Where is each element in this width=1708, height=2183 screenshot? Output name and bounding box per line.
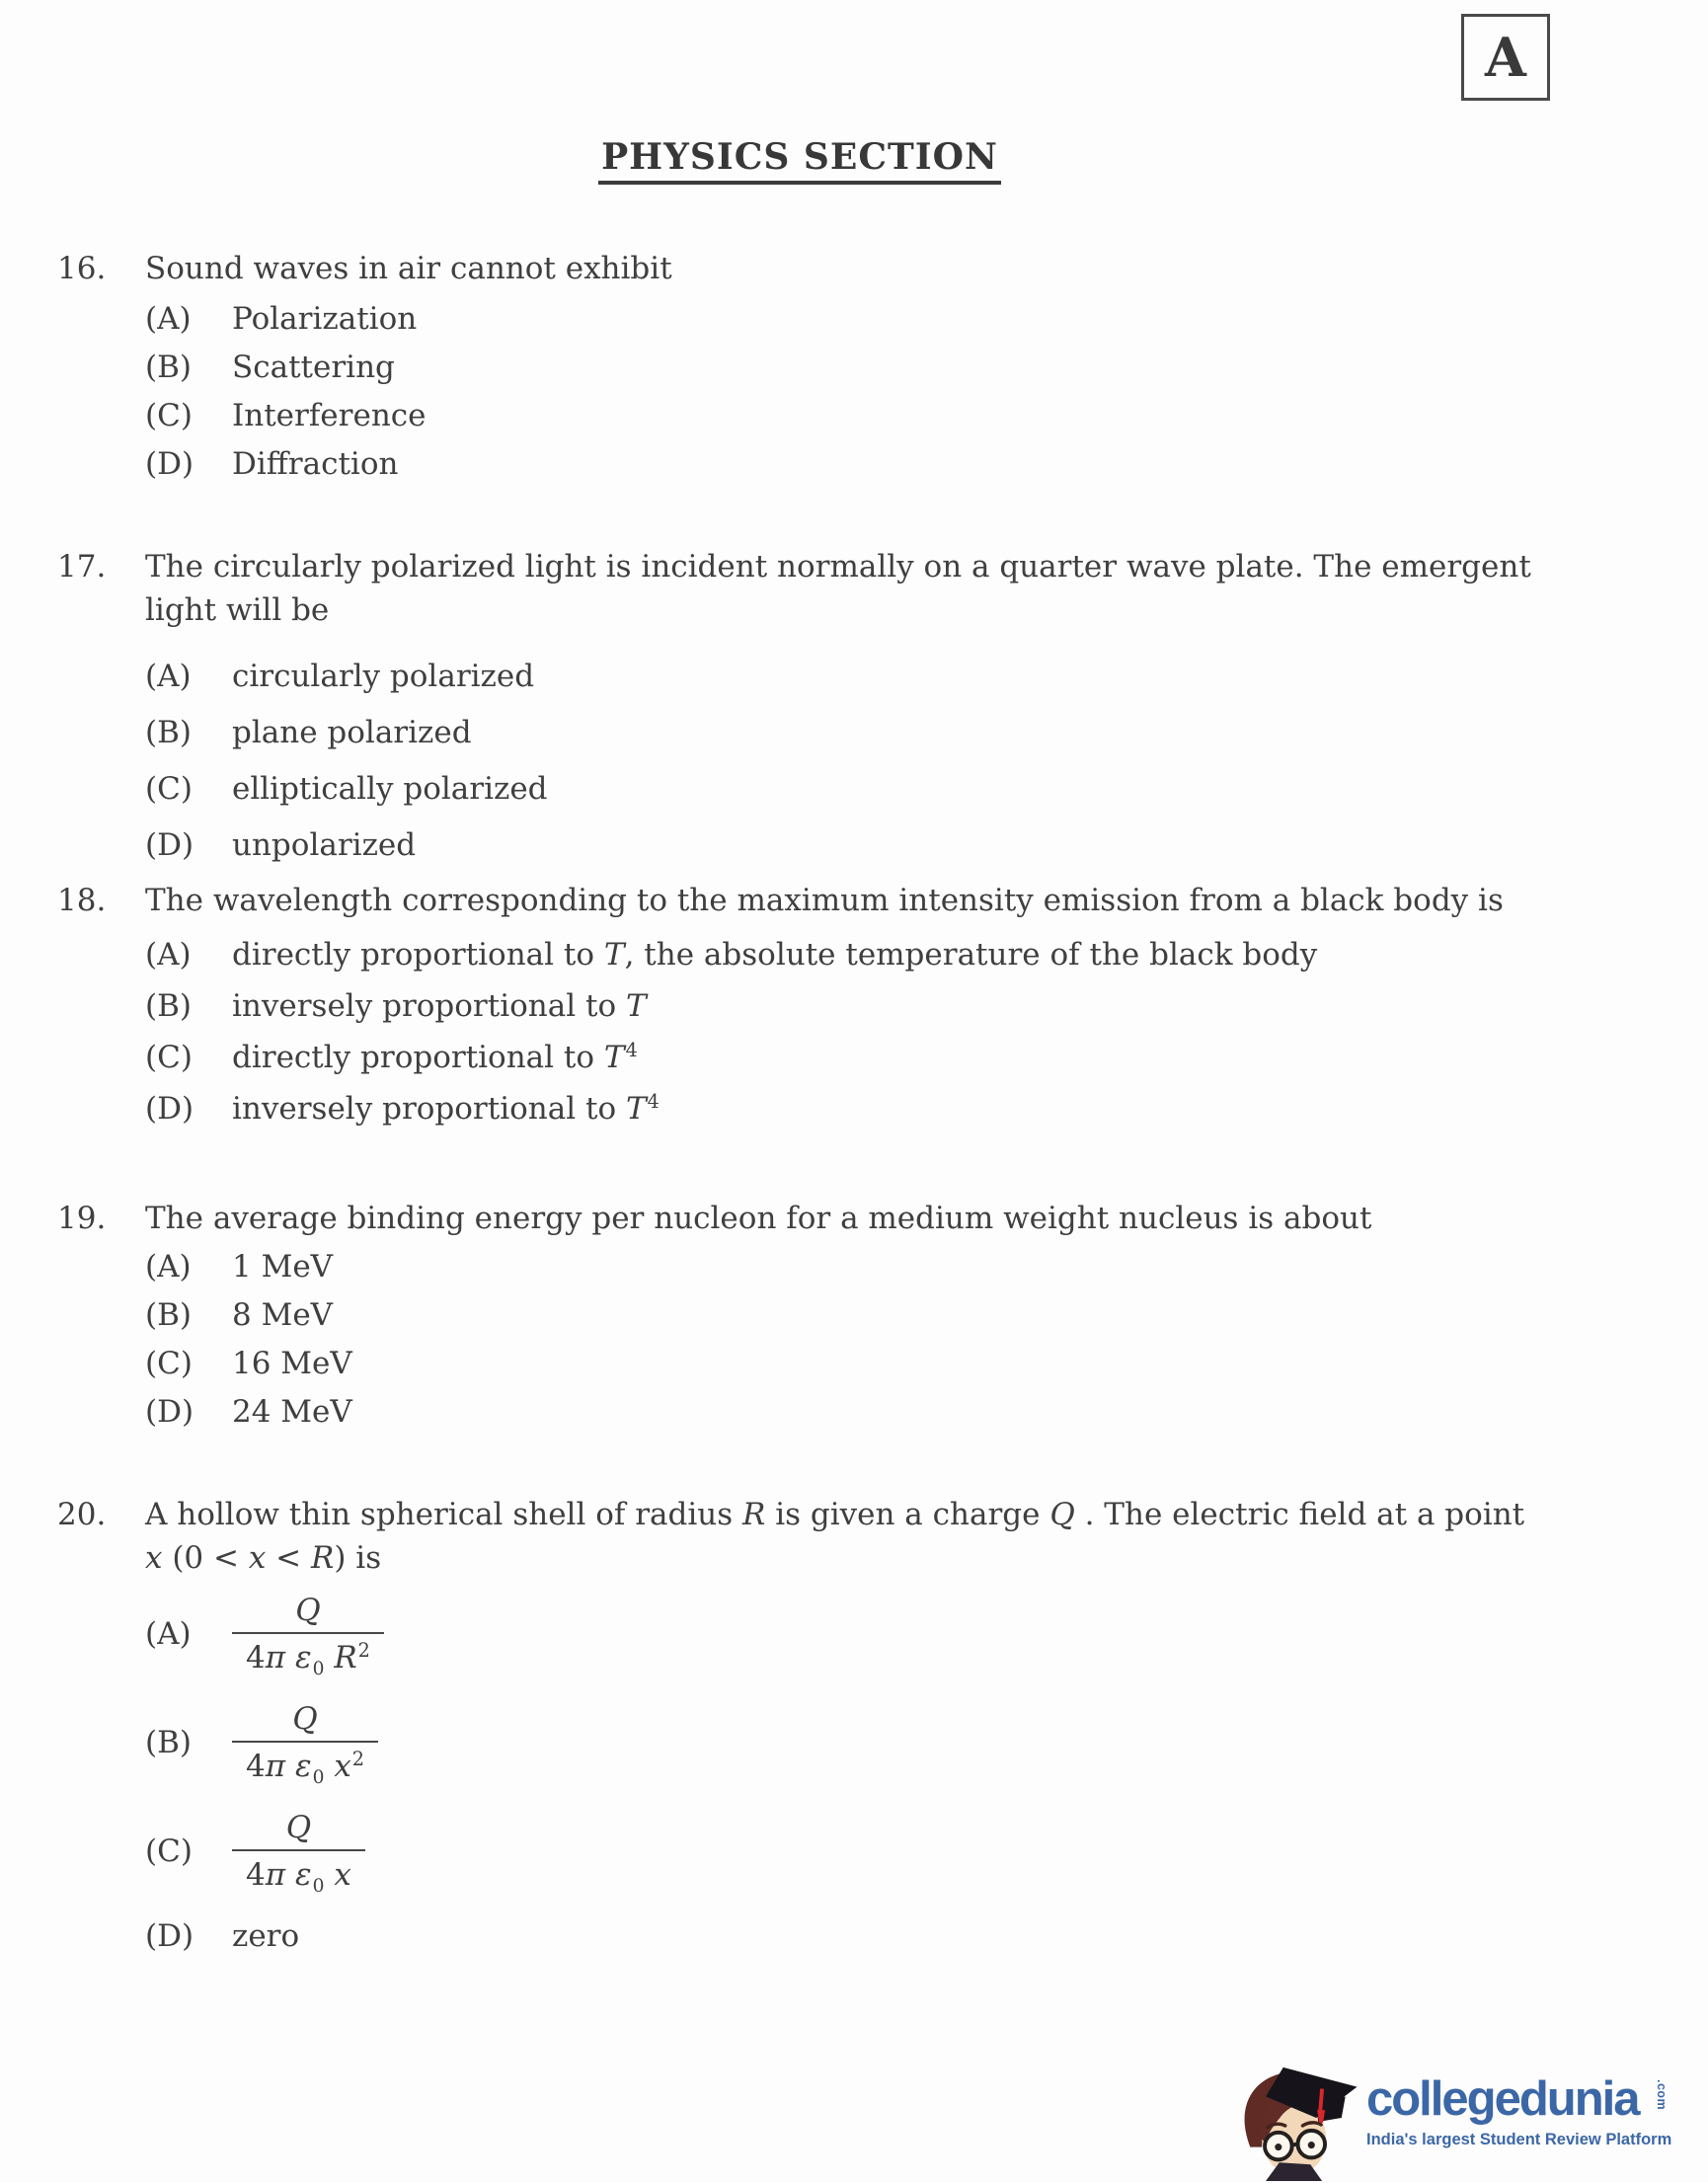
answer-option bbox=[145, 302, 1669, 336]
question-body bbox=[145, 545, 1669, 885]
question-stem-line: Sound waves in air cannot exhibit bbox=[145, 251, 672, 286]
question-20 bbox=[57, 1493, 1669, 1981]
answer-option bbox=[145, 447, 1669, 481]
answer-option bbox=[145, 1701, 1669, 1789]
option-text: 16 MeV bbox=[232, 1346, 352, 1381]
option-label: (B) bbox=[145, 350, 192, 385]
option-label: (C) bbox=[145, 398, 193, 433]
math-variable: T bbox=[625, 988, 647, 1024]
collegedunia-logo bbox=[1232, 2060, 1708, 2183]
option-label: (A) bbox=[145, 1249, 192, 1285]
option-text: inversely proportional to $T^4$ bbox=[232, 1089, 660, 1127]
question-options bbox=[145, 302, 1669, 481]
option-text: Scattering bbox=[232, 350, 395, 385]
logo-wordmark: collegedunia bbox=[1366, 2072, 1639, 2126]
option-label: (C) bbox=[145, 1346, 193, 1381]
answer-option bbox=[145, 1250, 1669, 1284]
logo-tagline: India's largest Student Review Platform bbox=[1366, 2131, 1672, 2148]
option-text: 24 MeV bbox=[232, 1394, 352, 1430]
fraction bbox=[232, 1810, 365, 1898]
option-label: (D) bbox=[145, 827, 194, 863]
question-stem bbox=[145, 879, 1669, 922]
math-variable: Q bbox=[285, 1810, 312, 1845]
question-stem-line: The wavelength corresponding to the maximum intensity emission from a black body is bbox=[145, 883, 1504, 918]
answer-option bbox=[145, 1089, 1669, 1127]
section-title-text: PHYSICS SECTION bbox=[598, 136, 1001, 185]
math-variable: x bbox=[334, 1749, 351, 1784]
question-body bbox=[145, 879, 1669, 1143]
question-stem bbox=[145, 247, 1669, 290]
math-variable: Q bbox=[292, 1701, 318, 1737]
fraction bbox=[232, 1701, 378, 1789]
superscript: 4 bbox=[625, 1038, 638, 1061]
math-variable: x bbox=[145, 1540, 163, 1576]
option-label: (A) bbox=[145, 937, 192, 973]
question-stem bbox=[145, 1493, 1669, 1580]
option-text: 1 MeV bbox=[232, 1249, 334, 1285]
question-16 bbox=[57, 247, 1669, 496]
option-text: elliptically polarized bbox=[232, 771, 548, 807]
question-number: 16. bbox=[57, 251, 107, 286]
answer-option bbox=[145, 1298, 1669, 1332]
option-text: directly proportional to T, the absolute temperature of the black body bbox=[232, 937, 1318, 973]
option-label: (B) bbox=[145, 715, 192, 750]
question-17 bbox=[57, 545, 1669, 885]
graduate-mascot-icon bbox=[1232, 2062, 1364, 2181]
subscript: 0 bbox=[312, 1767, 325, 1789]
option-text: unpolarized bbox=[232, 827, 417, 863]
answer-option bbox=[145, 828, 1669, 862]
superscript: 4 bbox=[647, 1089, 660, 1113]
option-label: (C) bbox=[145, 771, 193, 807]
option-label: (D) bbox=[145, 446, 194, 482]
option-text: inversely proportional to T bbox=[232, 988, 647, 1024]
question-18 bbox=[57, 879, 1669, 1143]
question-stem-line: x (0 < x < R) is bbox=[145, 1540, 382, 1576]
option-text: 8 MeV bbox=[232, 1297, 334, 1333]
option-text: circularly polarized bbox=[232, 659, 535, 694]
option-label: (D) bbox=[145, 1091, 194, 1127]
logo-text-block bbox=[1366, 2072, 1692, 2149]
exam-set-box bbox=[1461, 14, 1550, 101]
fraction-numerator bbox=[287, 1594, 328, 1632]
math-variable: ε bbox=[294, 1640, 312, 1676]
option-label: (C) bbox=[145, 1833, 193, 1869]
answer-option bbox=[145, 989, 1669, 1023]
math-variable: Q bbox=[295, 1593, 321, 1628]
question-options bbox=[145, 938, 1669, 1126]
superscript: 2 bbox=[357, 1638, 370, 1662]
answer-option bbox=[145, 1038, 1669, 1075]
math-variable: x bbox=[334, 1857, 351, 1893]
math-variable: x bbox=[248, 1540, 267, 1576]
question-body bbox=[145, 1493, 1669, 1981]
exam-set-letter: A bbox=[1485, 26, 1526, 89]
answer-option bbox=[145, 772, 1669, 806]
question-19 bbox=[57, 1197, 1669, 1443]
answer-option bbox=[145, 938, 1669, 972]
question-options bbox=[145, 1594, 1669, 1953]
subscript: 0 bbox=[312, 1659, 325, 1680]
option-text: directly proportional to $T^4$ bbox=[232, 1038, 638, 1075]
question-number: 20. bbox=[57, 1497, 107, 1532]
option-label: (B) bbox=[145, 1725, 192, 1760]
option-text: plane polarized bbox=[232, 715, 472, 750]
question-number: 17. bbox=[57, 549, 107, 585]
option-label: (C) bbox=[145, 1040, 193, 1075]
fraction-numerator bbox=[284, 1702, 325, 1741]
question-stem-line: The circularly polarized light is incident normally on a quarter wave plate. The emergent bbox=[145, 549, 1531, 585]
option-label: (B) bbox=[145, 988, 192, 1024]
question-stem-line: The average binding energy per nucleon for a medium weight nucleus is about bbox=[145, 1201, 1372, 1236]
answer-option bbox=[145, 1593, 1669, 1680]
question-stem-line: A hollow thin spherical shell of radius R is given a charge Q . The electric field at a point bbox=[145, 1497, 1525, 1532]
option-label: (A) bbox=[145, 659, 192, 694]
section-title bbox=[0, 136, 1599, 185]
fraction-numerator bbox=[278, 1811, 319, 1849]
question-number: 18. bbox=[57, 883, 107, 918]
math-variable: ε bbox=[294, 1749, 312, 1784]
fraction-denominator: 4π $\varepsilon_0$ $x^2$ bbox=[232, 1741, 378, 1783]
math-variable: T bbox=[603, 937, 625, 973]
math-variable: Q bbox=[1049, 1497, 1075, 1532]
answer-option bbox=[145, 660, 1669, 693]
question-options bbox=[145, 660, 1669, 862]
math-variable: π bbox=[265, 1749, 286, 1784]
answer-option bbox=[145, 1347, 1669, 1380]
answer-option bbox=[145, 716, 1669, 749]
math-variable: π bbox=[265, 1640, 286, 1676]
option-label: (B) bbox=[145, 1297, 192, 1333]
math-variable: π bbox=[265, 1857, 286, 1893]
question-stem-line: light will be bbox=[145, 592, 330, 628]
logo-tld: .com bbox=[1655, 2079, 1669, 2111]
option-label: (A) bbox=[145, 1616, 192, 1652]
fraction-denominator: 4π $\varepsilon_0$ x bbox=[232, 1849, 365, 1892]
math-variable: R bbox=[311, 1540, 335, 1576]
math-variable: T bbox=[625, 1091, 647, 1127]
option-text: Polarization bbox=[232, 301, 418, 337]
answer-option bbox=[145, 1395, 1669, 1429]
answer-option bbox=[145, 1919, 1669, 1953]
math-variable: R bbox=[742, 1497, 766, 1532]
fraction bbox=[232, 1593, 384, 1680]
question-number: 19. bbox=[57, 1201, 107, 1236]
option-label: (D) bbox=[145, 1394, 194, 1430]
math-variable: ε bbox=[294, 1857, 312, 1893]
option-text: Diffraction bbox=[232, 446, 399, 482]
option-text: Interference bbox=[232, 398, 427, 433]
option-label: (D) bbox=[145, 1918, 194, 1954]
question-body bbox=[145, 247, 1669, 496]
subscript: 0 bbox=[312, 1876, 325, 1898]
question-options bbox=[145, 1250, 1669, 1429]
superscript: 2 bbox=[351, 1747, 365, 1770]
math-variable: R bbox=[334, 1640, 357, 1676]
fraction-denominator: 4π $\varepsilon_0$ $R^2$ bbox=[232, 1632, 384, 1675]
answer-option bbox=[145, 351, 1669, 384]
answer-option bbox=[145, 1810, 1669, 1898]
option-label: (A) bbox=[145, 301, 192, 337]
question-stem bbox=[145, 545, 1669, 632]
question-stem bbox=[145, 1197, 1669, 1240]
answer-option bbox=[145, 399, 1669, 432]
math-variable: T bbox=[603, 1040, 625, 1075]
question-body bbox=[145, 1197, 1669, 1443]
option-text: zero bbox=[232, 1918, 300, 1954]
